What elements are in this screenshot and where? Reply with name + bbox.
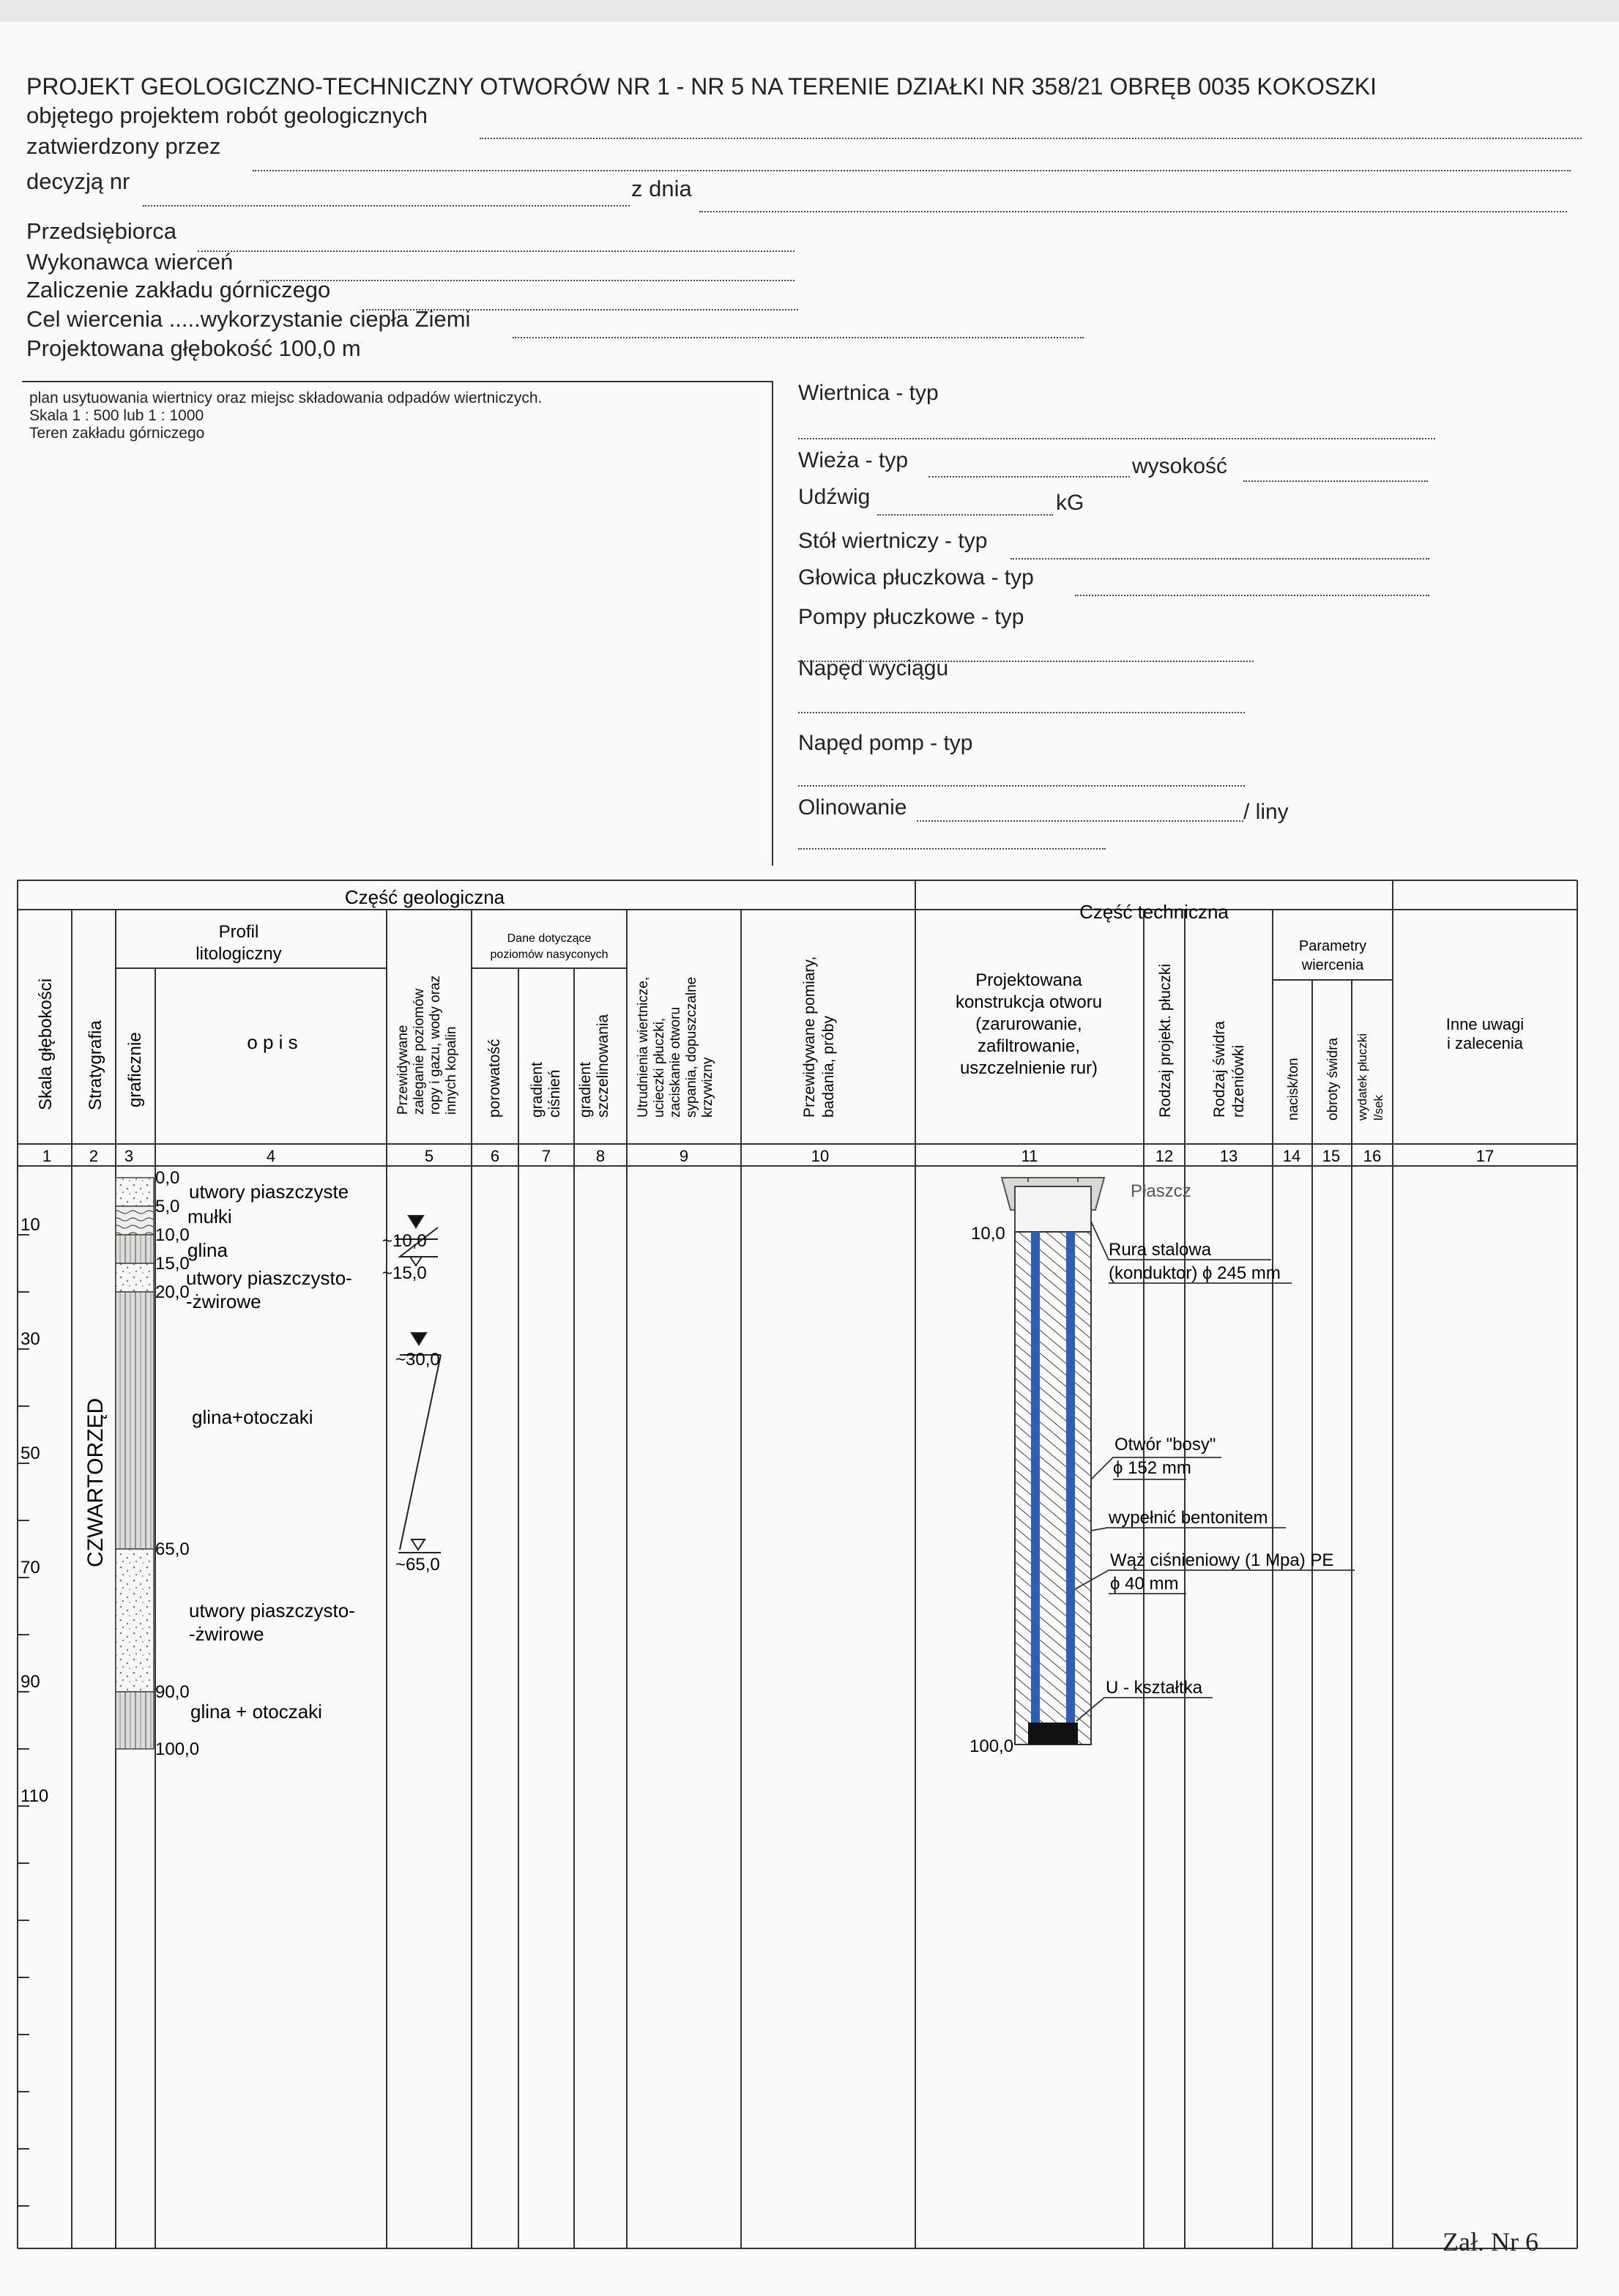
water-level-marker	[412, 1539, 425, 1550]
header-profil-2: litologiczny	[196, 944, 282, 964]
col-number: 15	[1322, 1147, 1341, 1165]
header-pomiary-2: badania, próby	[820, 1016, 837, 1118]
profile-depth: 100,0	[155, 1739, 200, 1759]
well-borehole-bentonite	[1015, 1232, 1091, 1745]
litho-silt-5-10	[116, 1206, 154, 1235]
construction-u-ksztaltka: U - kształtka	[1106, 1678, 1203, 1698]
rig-liny: / liny	[1243, 800, 1289, 824]
header-dane-2: poziomów nasyconych	[490, 948, 608, 961]
profile-depth: 0,0	[155, 1168, 180, 1188]
well-pe-pipe-left	[1031, 1232, 1040, 1737]
header-przewidywane-4: innych kopalin	[444, 1026, 459, 1115]
header-rodzaj-swidra-2: rdzeniówki	[1230, 1044, 1247, 1118]
header-rodzaj-swidra-1: Rodzaj świdra	[1211, 1021, 1228, 1118]
construction-depth-bottom: 100,0	[969, 1736, 1014, 1756]
construction-waz-1: Wąż ciśnieniowy (1 Mpa) PE	[1110, 1550, 1334, 1570]
stratigraphy-label: CZWARTORZĘD	[83, 1397, 108, 1567]
profile-desc: -żwirowe	[189, 1623, 264, 1645]
rig-stol: Stół wiertniczy - typ	[798, 529, 988, 553]
water-level-label: ~15,0	[382, 1263, 427, 1283]
header-nacisk: nacisk/ton	[1286, 1058, 1301, 1121]
header-gradient-szczel-1: gradient	[577, 1062, 594, 1118]
water-level-label: ~10,0	[382, 1231, 427, 1251]
document-title: PROJEKT GEOLOGICZNO-TECHNICZNY OTWORÓW NR 1 - NR 5 NA TERENIE DZIAŁKI NR 358/21 OBRĘB 0035 KOKOSZKI	[26, 73, 1377, 100]
depth-label: 10	[21, 1215, 40, 1235]
profile-desc: glina+otoczaki	[192, 1406, 313, 1428]
profile-depth: 65,0	[155, 1539, 190, 1559]
profile-desc: mułki	[187, 1205, 232, 1227]
water-level-marker	[409, 1216, 423, 1227]
profile-desc: utwory piaszczysto-	[186, 1267, 352, 1289]
geological-technical-table	[0, 22, 1619, 2296]
profile-depth: 15,0	[155, 1254, 190, 1274]
line-cel-wiercenia: Cel wiercenia .....wykorzystanie ciepła Ziemi	[26, 306, 471, 332]
header-inne-2: i zalecenia	[1447, 1034, 1523, 1052]
plan-box-line-3: Teren zakładu górniczego	[29, 425, 205, 442]
line-z-dnia: z dnia	[631, 176, 692, 201]
header-gradient-cisnien-1: gradient	[529, 1062, 546, 1118]
header-utrudnienia-3: zaciskanie otworu	[668, 1006, 683, 1118]
depth-label: 110	[21, 1786, 49, 1806]
rig-wieza: Wieża - typ	[798, 448, 909, 472]
rig-naped-wyciagu: Napęd wyciągu	[798, 656, 949, 680]
profile-depth: 20,0	[155, 1282, 190, 1302]
document-sheet	[0, 22, 1619, 2296]
col-number: 13	[1219, 1147, 1238, 1165]
header-profil-1: Profil	[218, 922, 259, 942]
profile-desc: glina + otoczaki	[190, 1701, 322, 1723]
header-konstrukcja-4: zafiltrowanie,	[977, 1036, 1081, 1056]
profile-desc: utwory piaszczyste	[189, 1181, 349, 1203]
rig-wiertnica: Wiertnica - typ	[798, 381, 939, 405]
col-number: 5	[424, 1147, 434, 1165]
construction-depth-top: 10,0	[971, 1224, 1005, 1244]
line-zaliczenie: Zaliczenie zakładu górniczego	[26, 277, 331, 302]
header-dane-1: Dane dotyczące	[507, 932, 592, 945]
col-number: 10	[811, 1147, 830, 1165]
line-objety: objętego projektem robót geologicznych	[26, 103, 428, 128]
depth-label: 50	[21, 1444, 40, 1463]
header-utrudnienia-2: ucieczki płuczki,	[652, 1017, 667, 1118]
line-przedsiebiorca: Przedsiębiorca	[26, 218, 177, 244]
litho-clay-boulders-20-65	[116, 1292, 154, 1549]
depth-label: 90	[21, 1672, 40, 1692]
header-konstrukcja-1: Projektowana	[975, 970, 1082, 990]
litho-sand-gravel-15-20	[116, 1263, 154, 1292]
construction-otwor-1: Otwór "bosy"	[1114, 1435, 1216, 1454]
well-u-bend	[1028, 1723, 1078, 1745]
col-number: 9	[679, 1147, 689, 1165]
col-number: 8	[595, 1147, 606, 1165]
header-obroty: obroty świdra	[1325, 1038, 1341, 1121]
construction-plaszcz: Płaszcz	[1131, 1181, 1191, 1201]
header-przewidywane-3: ropy i gazu, wody oraz	[428, 975, 443, 1115]
rig-wysokosc: wysokość	[1132, 454, 1228, 478]
header-konstrukcja-3: (zarurowanie,	[975, 1014, 1082, 1034]
header-gradient-szczel-2: szczelinowania	[595, 1014, 611, 1118]
col-number: 3	[124, 1147, 134, 1165]
profile-depth: 90,0	[155, 1682, 190, 1702]
header-parametry-1: Parametry	[1298, 938, 1367, 954]
profile-depth: 10,0	[155, 1225, 190, 1245]
line-decyzja: decyzją nr	[26, 168, 130, 194]
col-number: 2	[89, 1147, 99, 1165]
header-gradient-cisnien-2: ciśnień	[546, 1069, 563, 1118]
plan-box-line-2: Skala 1 : 500 lub 1 : 1000	[29, 407, 204, 424]
profile-desc: utwory piaszczysto-	[189, 1600, 355, 1621]
construction-wypelnic: wypełnić bentonitem	[1109, 1508, 1268, 1528]
header-konstrukcja-2: konstrukcja otworu	[955, 992, 1103, 1012]
water-level-marker	[412, 1333, 426, 1345]
well-pe-pipe-right	[1066, 1232, 1075, 1737]
header-przewidywane-1: Przewidywane	[395, 1025, 411, 1115]
well-conductor-casing	[1015, 1186, 1091, 1232]
header-opis: o p i s	[247, 1031, 298, 1053]
water-level-label: ~30,0	[395, 1350, 440, 1370]
construction-rura-1: Rura stalowa	[1109, 1240, 1212, 1260]
header-pomiary-1: Przewidywane pomiary,	[801, 956, 818, 1118]
depth-label: 70	[21, 1558, 40, 1578]
col-number: 11	[1021, 1147, 1038, 1165]
rig-glowica: Głowica płuczkowa - typ	[798, 565, 1034, 590]
header-skala-glebokosci: Skala głębokości	[36, 978, 56, 1110]
header-graficznie: graficznie	[125, 1032, 145, 1107]
header-utrudnienia-1: Utrudnienia wiertnicze,	[636, 976, 651, 1118]
header-stratygrafia: Stratygrafia	[86, 1020, 105, 1110]
col-number: 4	[266, 1147, 276, 1165]
col-number: 7	[541, 1147, 551, 1165]
litho-sand-gravel-65-90	[116, 1549, 154, 1692]
line-glebokosc: Projektowana głębokość 100,0 m	[26, 335, 361, 361]
profile-desc: glina	[187, 1239, 228, 1261]
col-number: 17	[1475, 1147, 1495, 1165]
line-wykonawca: Wykonawca wierceń	[26, 249, 234, 275]
water-level-label: ~65,0	[395, 1555, 440, 1575]
construction-waz-2: ϕ 40 mm	[1110, 1574, 1179, 1594]
header-konstrukcja-5: uszczelnienie rur)	[959, 1058, 1098, 1078]
col-number: 1	[42, 1147, 52, 1165]
header-porowatosc: porowatość	[486, 1039, 503, 1118]
col-number: 14	[1282, 1147, 1301, 1165]
header-parametry-2: wiercenia	[1301, 957, 1364, 973]
header-wydatek-1: wydatek płuczki	[1355, 1033, 1369, 1121]
section-geologiczna: Część geologiczna	[344, 886, 505, 908]
depth-label: 30	[21, 1329, 40, 1349]
header-rodzaj-pluczki: Rodzaj projekt. płuczki	[1157, 963, 1174, 1118]
header-wydatek-2: l/sek	[1372, 1095, 1385, 1121]
rig-naped-pomp: Napęd pomp - typ	[798, 731, 973, 755]
rig-olinowanie: Olinowanie	[798, 795, 907, 820]
line-zatwierdzony: zatwierdzony przez	[26, 133, 221, 159]
litho-clay-boulders-90-100	[116, 1692, 154, 1749]
plan-box-line-1: plan usytuowania wiertnicy oraz miejsc składowania odpadów wiertniczych.	[29, 390, 543, 406]
rig-udzwig: Udźwig	[798, 485, 871, 509]
attachment-label: Zał. Nr 6	[1443, 2227, 1538, 2256]
litho-clay-10-15	[116, 1235, 154, 1263]
col-number: 12	[1155, 1147, 1174, 1165]
well-construction-drawing	[1002, 1178, 1104, 1745]
litho-sand-0-5	[116, 1178, 154, 1206]
section-techniczna: Część techniczna	[1079, 901, 1229, 923]
col-number: 16	[1363, 1147, 1382, 1165]
header-utrudnienia-5: krzywizny	[700, 1057, 715, 1118]
header-utrudnienia-4: sypania, dopuszczalne	[684, 976, 699, 1118]
construction-rura-2: (konduktor) ϕ 245 mm	[1109, 1263, 1281, 1283]
header-przewidywane-2: zaleganie poziomów	[412, 988, 427, 1115]
header-inne-1: Inne uwagi	[1445, 1015, 1525, 1033]
profile-depth: 5,0	[155, 1197, 180, 1216]
rig-pompy: Pompy płuczkowe - typ	[798, 605, 1024, 629]
profile-desc: -żwirowe	[186, 1290, 261, 1312]
rig-udzwig-unit: kG	[1056, 491, 1084, 515]
col-number: 6	[490, 1147, 500, 1165]
construction-otwor-2: ϕ 152 mm	[1113, 1458, 1191, 1478]
